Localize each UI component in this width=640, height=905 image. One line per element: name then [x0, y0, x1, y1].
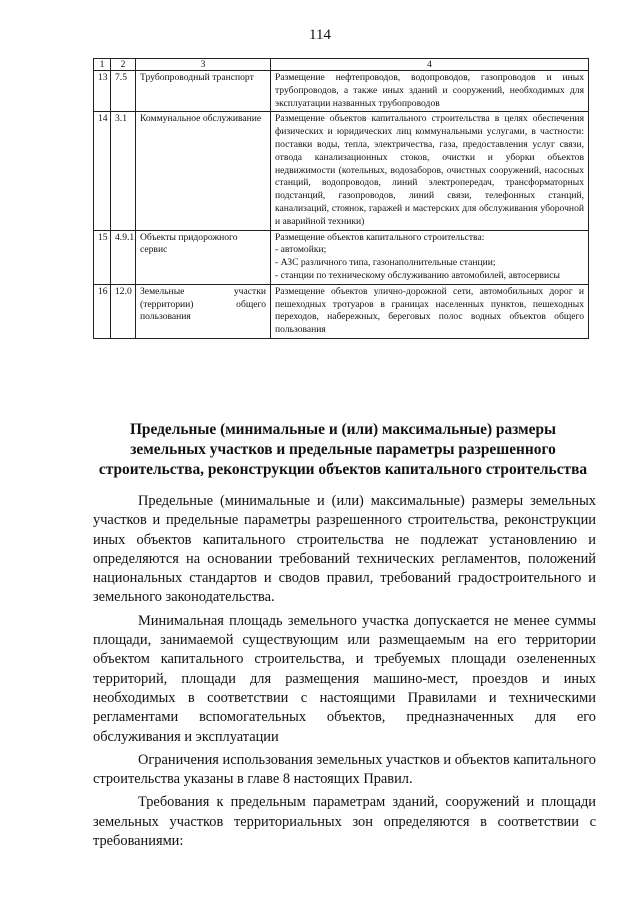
use-description: Размещение объектов улично-дорожной сети, автомобильных дорог и пешеходных тротуаров в границах населенных пунктов, пешеходных переходов, набережных, береговых полос водных объектов общего пользования [271, 284, 589, 338]
description-line: - АЗС различного типа, газонаполнительные станции; [275, 257, 496, 269]
use-name: Коммунальное обслуживание [136, 112, 271, 230]
description-line: - автомойки; [275, 244, 327, 256]
column-header: 2 [111, 59, 136, 71]
row-number: 15 [94, 230, 111, 284]
column-header: 1 [94, 59, 111, 71]
row-number: 13 [94, 71, 111, 112]
use-name: Объекты придорожного сервис [136, 230, 271, 284]
use-description: Размещение объектов капитального строительства в целях обеспечения физических и юридических лиц коммунальными услугами, в частности: поставки воды, тепла, электричества, газа, предоставления услуг связи, отвода канализационных стоков, очистки и уборки объектов недвижимости (котельных, водозаборов, очистных сооружений, насосных станций, водопроводов, линий электропередач, трансформаторных подстанций, газопроводов, линий связи, телефонных станций, канализаций, стоянок, гаражей и мастерских для обслуживания уборочной и аварийной техники) [271, 112, 589, 230]
use-code: 12.0 [111, 284, 136, 338]
column-header: 4 [271, 59, 589, 71]
use-name: Земельные участки (территории) общего пользования [136, 284, 271, 338]
paragraph: Минимальная площадь земельного участка допускается не менее суммы площади, занимаемой существующим или размещаемым на его территории объектом капитального строительства, и требуемых площади озелененных территорий, площади для размещения машино-мест, проездов и иных необходимых в соответствии с настоящими Правилами и техническими регламентами вспомогательных объектов, предназначенных для его обслуживания и эксплуатации [93, 612, 596, 745]
section-title: Предельные (минимальные и (или) максимальные) размеры земельных участков и предельные параметры разрешенного строительства, реконструкции объектов капитального строительства [98, 421, 588, 478]
body-text [93, 492, 596, 851]
use-description [271, 230, 589, 284]
land-use-table [93, 58, 589, 339]
table-row [94, 112, 589, 230]
table-row [94, 284, 589, 338]
table-row [94, 71, 589, 112]
table-header-row [94, 59, 589, 71]
use-code: 3.1 [111, 112, 136, 230]
page-number: 114 [309, 27, 331, 43]
row-number: 14 [94, 112, 111, 230]
column-header: 3 [136, 59, 271, 71]
use-name: Трубопроводный транспорт [136, 71, 271, 112]
use-code: 4.9.1. [111, 230, 136, 284]
use-code: 7.5 [111, 71, 136, 112]
table-row [94, 230, 589, 284]
paragraph: Требования к предельным параметрам зданий, сооружений и площади земельных участков территориальных зон определяются в соответствии с требованиями: [93, 794, 596, 850]
description-line: - станции по техническому обслуживанию автомобилей, автосервисы [275, 269, 560, 281]
use-description: Размещение нефтепроводов, водопроводов, газопроводов и иных трубопроводов, а также иных зданий и сооружений, необходимых для эксплуатации названных трубопроводов [271, 71, 589, 112]
row-number: 16 [94, 284, 111, 338]
paragraph: Предельные (минимальные и (или) максимальные) размеры земельных участков и предельные параметры разрешенного строительства, реконструкции иных объектов капитального строительства не подлежат установлению и определяются на основании требований технических регламентов, положений национальных стандартов и сводов правил, требований градостроительного и земельного законодательства. [93, 493, 596, 606]
description-line: Размещение объектов капитального строительства: [275, 231, 485, 243]
paragraph: Ограничения использования земельных участков и объектов капитального строительства указаны в главе 8 настоящих Правил. [93, 751, 596, 788]
